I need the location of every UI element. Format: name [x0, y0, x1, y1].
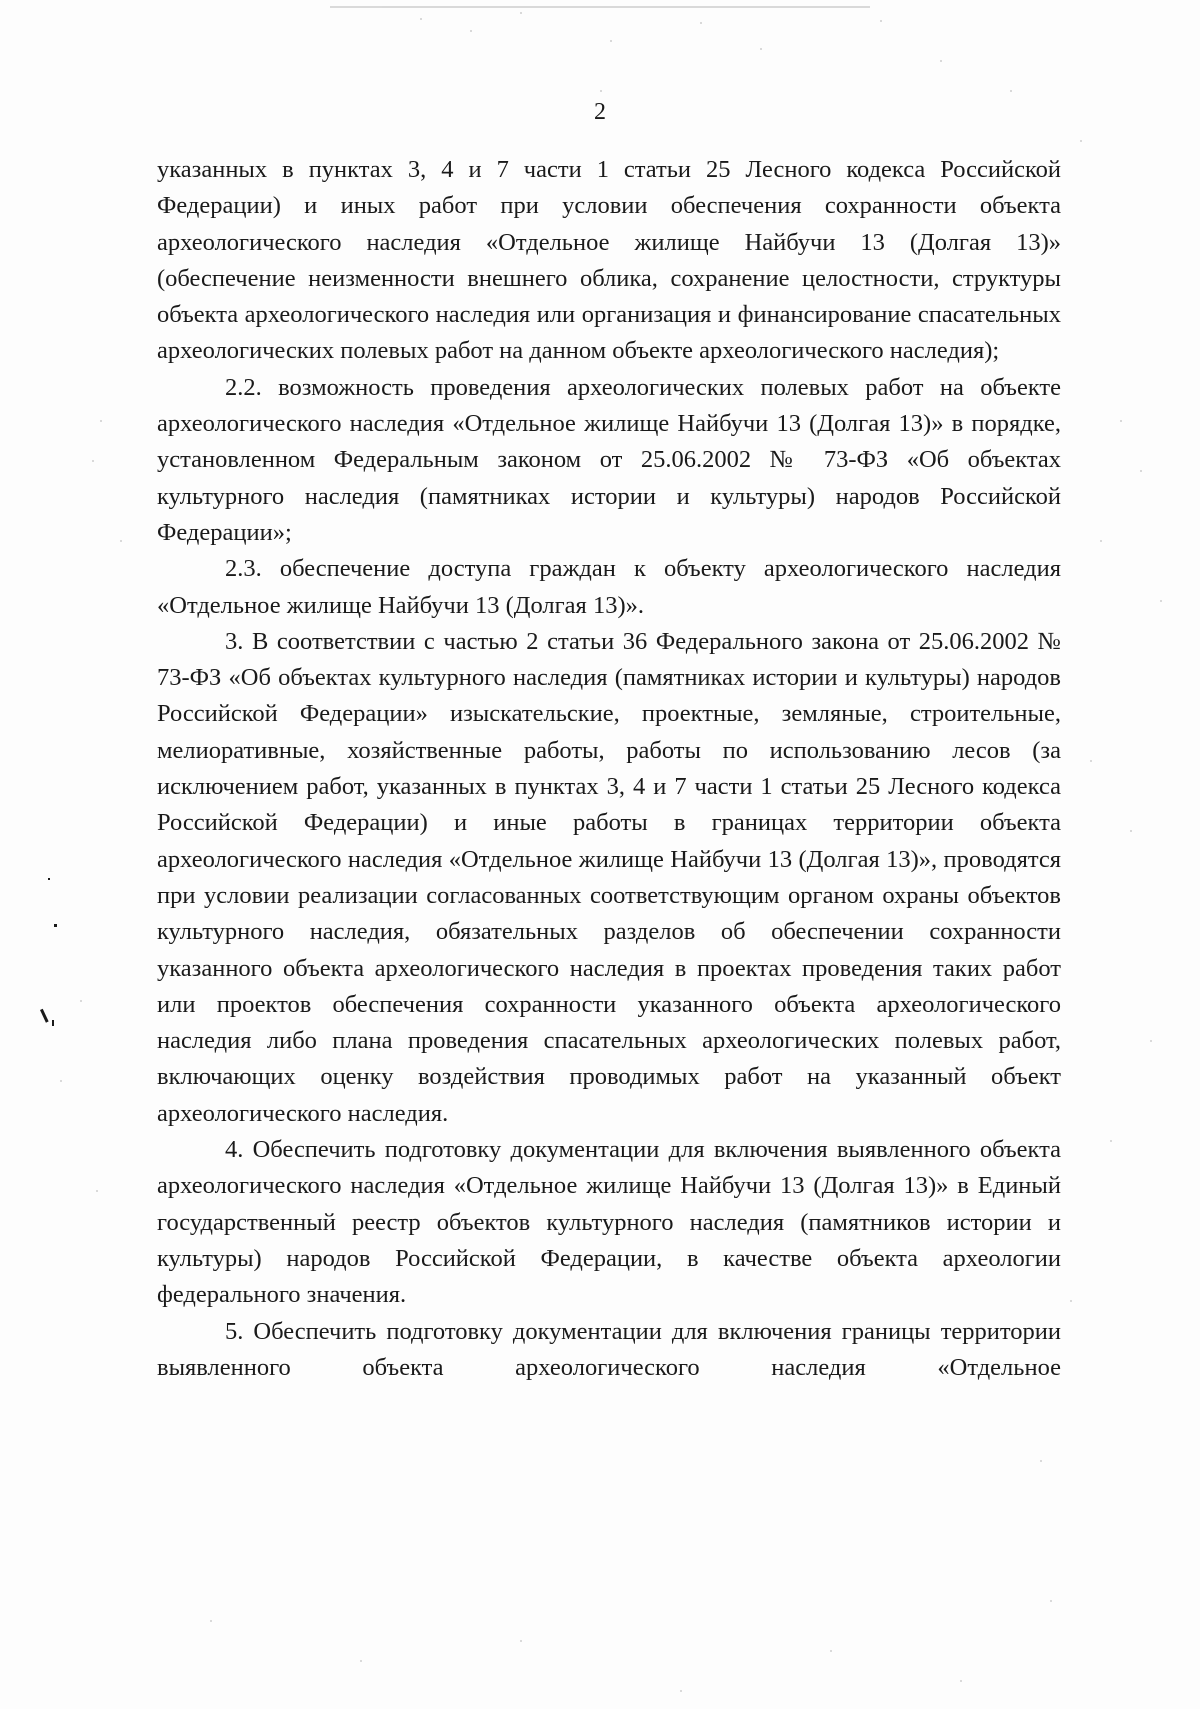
- paragraph-5: 5. Обеспечить подготовку документации для включения границы территории выявленного объекта археологического наследия «Отдельное: [157, 1317, 1061, 1381]
- paragraph-2-3: 2.3. обеспечение доступа граждан к объекту археологического наследия «Отдельное жилище Найбучи 13 (Долгая 13)».: [157, 555, 1061, 619]
- page-number: 2: [594, 99, 606, 125]
- paragraph-3: 3. В соответствии с частью 2 статьи 36 Федерального закона от 25.06.2002 № 73-ФЗ «Об объектах культурного наследия (памятниках истории и культуры) народов Российской Федерации» изыскательские, проектные, земляные, строительные, мелиоративные, хозяйственные работы, работы по использованию лесов (за исключением работ, указанных в пунктах 3, 4 и 7 части 1 статьи 25 Лесного кодекса Российской Федерации) и иные работы в границах территории объекта археологического наследия «Отдельное жилище Найбучи 13 (Долгая 13)», проводятся при условии реализации согласованных соответствующим органом охраны объектов культурного наследия, обязательных разделов об обеспечении сохранности указанного объекта археологического наследия в проектах проведения таких работ или проектов обеспечения сохранности указанного объекта археологического наследия либо плана проведения спасательных археологических полевых работ, включающих оценку воздействия проводимых работ на указанный объект археологического наследия.: [157, 627, 1061, 1127]
- document-body: [157, 152, 1061, 1386]
- paragraph-continuation: указанных в пунктах 3, 4 и 7 части 1 статьи 25 Лесного кодекса Российской Федерации) и иных работ при условии обеспечения сохранности объекта археологического наследия «Отдельное жилище Найбучи 13 (Долгая 13)» (обеспечение неизменности внешнего облика, сохранение целостности, структуры объекта археологического наследия или организация и финансирование спасательных археологических полевых работ на данном объекте археологического наследия);: [157, 156, 1061, 365]
- paragraph-2-2: 2.2. возможность проведения археологических полевых работ на объекте археологического наследия «Отдельное жилище Найбучи 13 (Долгая 13)» в порядке, установленном Федеральным законом от 25.06.2002 № 73-ФЗ «Об объектах культурного наследия (памятниках истории и культуры) народов Российской Федерации»;: [157, 373, 1061, 546]
- paragraph-4: 4. Обеспечить подготовку документации для включения выявленного объекта археологического наследия «Отдельное жилище Найбучи 13 (Долгая 13)» в Единый государственный реестр объектов культурного наследия (памятников истории и культуры) народов Российской Федерации, в качестве объекта археологии федерального значения.: [157, 1136, 1061, 1309]
